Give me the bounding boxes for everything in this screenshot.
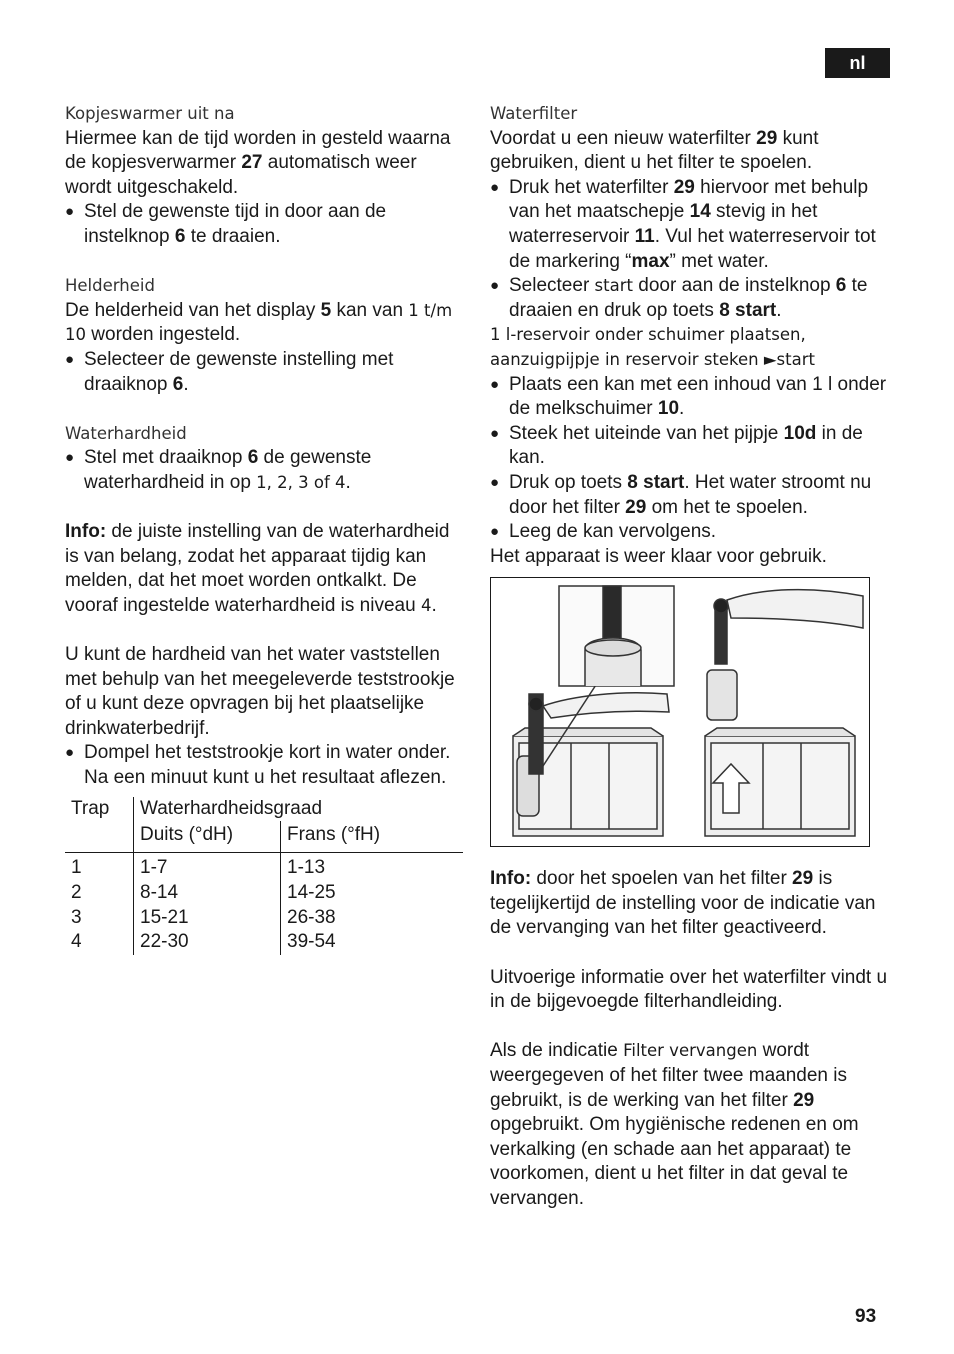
table-header-fh: Frans (°fH) [281, 821, 464, 852]
bullet-insert-filter: ● Druk het waterfilter 29 hiervoor met behulp van het maatschepje 14 stevig in het waterreservoir 11. Vul het waterreservoir tot de markering “max” met water. [490, 176, 890, 274]
table-header-group: Waterhardheidsgraad [134, 797, 464, 822]
paragraph-waterfilter: Voordat u een nieuw waterfilter 29 kunt gebruiken, dient u het filter te spoelen. [490, 127, 819, 174]
heading-waterfilter: Waterfilter [490, 104, 578, 123]
display-text-line2: aanzuigpijpje in reservoir steken ►start [490, 349, 815, 369]
waterhardness-table [65, 797, 463, 955]
right-column [490, 102, 890, 1212]
bullet-kopjeswarmer: ● Stel de gewenste tijd in door aan de instelknop 6 te draaien. [65, 200, 465, 249]
table-header-trap: Trap [71, 797, 110, 819]
filter-illustration-drawing [491, 578, 869, 846]
table-header-dh: Duits (°dH) [134, 821, 281, 852]
table-row: 1 1-7 1-13 [65, 856, 463, 881]
paragraph-ready: Het apparaat is weer klaar voor gebruik. [490, 545, 827, 567]
heading-helderheid: Helderheid [65, 276, 155, 296]
bullet-waterhardheid: ● Stel met draaiknop 6 de gewenste waterhardheid in op 1, 2, 3 of 4. [65, 446, 465, 495]
bullet-insert-tube: ● Steek het uiteinde van het pijpje 10d in de kan. [490, 422, 890, 471]
heading-waterhardheid: Waterhardheid [65, 423, 187, 443]
bullet-place-jug: ● Plaats een kan met een inhoud van 1 l onder de melkschuimer 10. [490, 373, 890, 422]
display-text-line1: 1 l-reservoir onder schuimer plaatsen, [490, 325, 806, 345]
info-waterhardheid: Info: de juiste instelling van de waterhardheid is van belang, zodat het apparaat tijdig kan melden, dat het moet worden ontkalkt. De vooraf ingestelde waterhardheid is niveau 4. [65, 521, 450, 616]
heading-kopjeswarmer: Kopjeswarmer uit na [65, 104, 235, 123]
paragraph-kopjeswarmer: Hiermee kan de tijd worden in gesteld waarna de kopjesverwarmer 27 automatisch weer wordt uitgeschakeld. [65, 127, 451, 198]
paragraph-teststrookje: U kunt de hardheid van het water vaststellen met behulp van het meegeleverde teststrookje of u kunt deze opvragen bij het plaatselijke drinkwaterbedrijf. [65, 644, 455, 739]
bullet-empty-jug: ● Leeg de kan vervolgens. [490, 520, 890, 545]
table-row: 3 15-21 26-38 [65, 906, 463, 931]
filter-illustration [490, 577, 870, 847]
paragraph-filter-manual: Uitvoerige informatie over het waterfilter vindt u in de bijgevoegde filterhandleiding. [490, 966, 888, 1013]
bullet-press-start: ● Druk op toets 8 start. Het water stroomt nu door het filter 29 om het te spoelen. [490, 471, 890, 520]
info-filter-activation: Info: door het spoelen van het filter 29 is tegelijkertijd de instelling voor de indicatie van de vervanging van het filter geactiveerd. [490, 868, 876, 939]
left-column [65, 102, 465, 955]
paragraph-helderheid: De helderheid van het display 5 kan van 1 t/m 10 worden ingesteld. [65, 299, 453, 346]
page-number: 93 [855, 1306, 877, 1327]
bullet-teststrookje: ● Dompel het teststrookje kort in water onder. Na een minuut kunt u het resultaat aflezen. [65, 741, 465, 790]
table-row: 2 8-14 14-25 [65, 881, 463, 906]
bullet-helderheid: ● Selecteer de gewenste instelling met draaiknop 6. [65, 348, 465, 397]
bullet-select-start: ● Selecteer start door aan de instelknop 6 te draaien en druk op toets 8 start. [490, 274, 890, 323]
language-badge: nl [825, 48, 890, 78]
paragraph-replace-filter: Als de indicatie Filter vervangen wordt weergegeven of het filter twee maanden is gebruikt, is de werking van het filter 29 opgebruikt. Om hygiënische redenen en om verkalking (en schade aan het apparaat) te voorkomen, dient u het filter in dat geval te vervangen. [490, 1040, 859, 1209]
table-row: 4 22-30 39-54 [65, 930, 463, 955]
